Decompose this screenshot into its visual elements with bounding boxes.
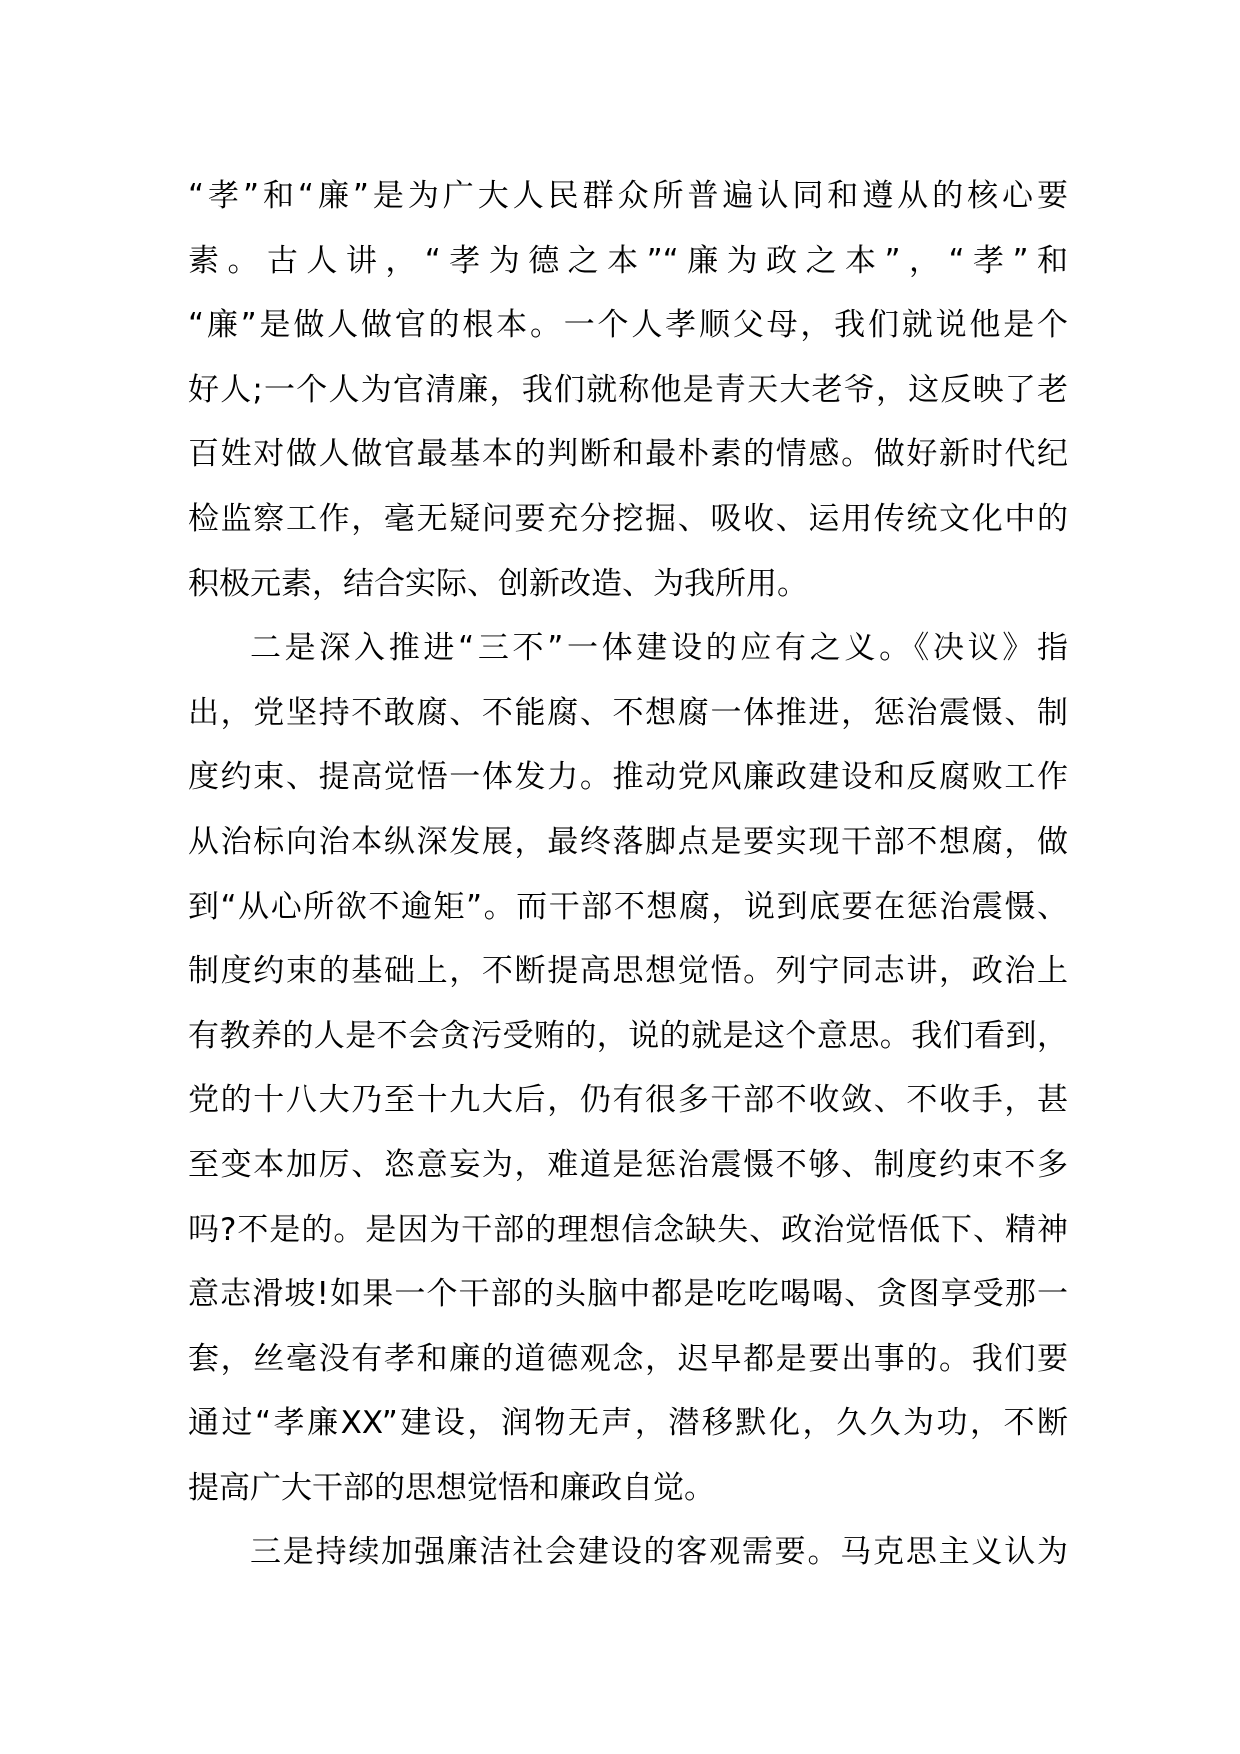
paragraph-continued [188, 164, 1068, 616]
text-line: 二是深入推进“三不”一体建设的应有之义。《决议》指 [250, 630, 1068, 667]
text-line: 出，党坚持不敢腐、不能腐、不想腐一体推进，惩治震慑、制 [188, 694, 1068, 731]
text-line: 意志滑坡!如果一个干部的头脑中都是吃吃喝喝、贪图享受那一 [188, 1276, 1068, 1313]
text-line: 三是持续加强廉洁社会建设的客观需要。马克思主义认为 [250, 1534, 1068, 1571]
text-line: 积极元素，结合实际、创新改造、为我所用。 [188, 565, 808, 602]
text-line: 提高广大干部的思想觉悟和廉政自觉。 [188, 1469, 715, 1506]
text-line: 吗?不是的。是因为干部的理想信念缺失、政治觉悟低下、精神 [188, 1211, 1068, 1248]
text-line: 通过“孝廉XX”建设，润物无声，潜移默化，久久为功，不断 [188, 1405, 1068, 1442]
text-line: 度约束、提高觉悟一体发力。推动党风廉政建设和反腐败工作 [188, 759, 1068, 796]
text-line: 从治标向治本纵深发展，最终落脚点是要实现干部不想腐，做 [188, 823, 1068, 860]
text-line: 至变本加厉、恣意妄为，难道是惩治震慑不够、制度约束不多 [188, 1146, 1068, 1183]
paragraph-second-point [188, 616, 1068, 1520]
text-line: 有教养的人是不会贪污受贿的，说的就是这个意思。我们看到， [188, 1017, 1068, 1054]
text-line: “孝”和“廉”是为广大人民群众所普遍认同和遵从的核心要 [188, 178, 1068, 214]
text-line: 好人;一个人为官清廉，我们就称他是青天大老爷，这反映了老 [188, 371, 1068, 408]
text-line: 到“从心所欲不逾矩”。而干部不想腐，说到底要在惩治震慑、 [188, 888, 1068, 925]
paragraph-third-point [188, 1520, 1068, 1585]
text-line: 素。古人讲，“孝为德之本”“廉为政之本”，“孝”和 [188, 242, 1068, 279]
text-line: 检监察工作，毫无疑问要充分挖掘、吸收、运用传统文化中的 [188, 500, 1068, 537]
text-line: 百姓对做人做官最基本的判断和最朴素的情感。做好新时代纪 [188, 436, 1068, 473]
text-line: 党的十八大乃至十九大后，仍有很多干部不收敛、不收手，甚 [188, 1082, 1068, 1119]
text-line: 套，丝毫没有孝和廉的道德观念，迟早都是要出事的。我们要 [188, 1340, 1068, 1377]
text-line: “廉”是做人做官的根本。一个人孝顺父母，我们就说他是个 [188, 307, 1068, 344]
body-text [188, 164, 1068, 1585]
text-line: 制度约束的基础上，不断提高思想觉悟。列宁同志讲，政治上 [188, 953, 1068, 990]
